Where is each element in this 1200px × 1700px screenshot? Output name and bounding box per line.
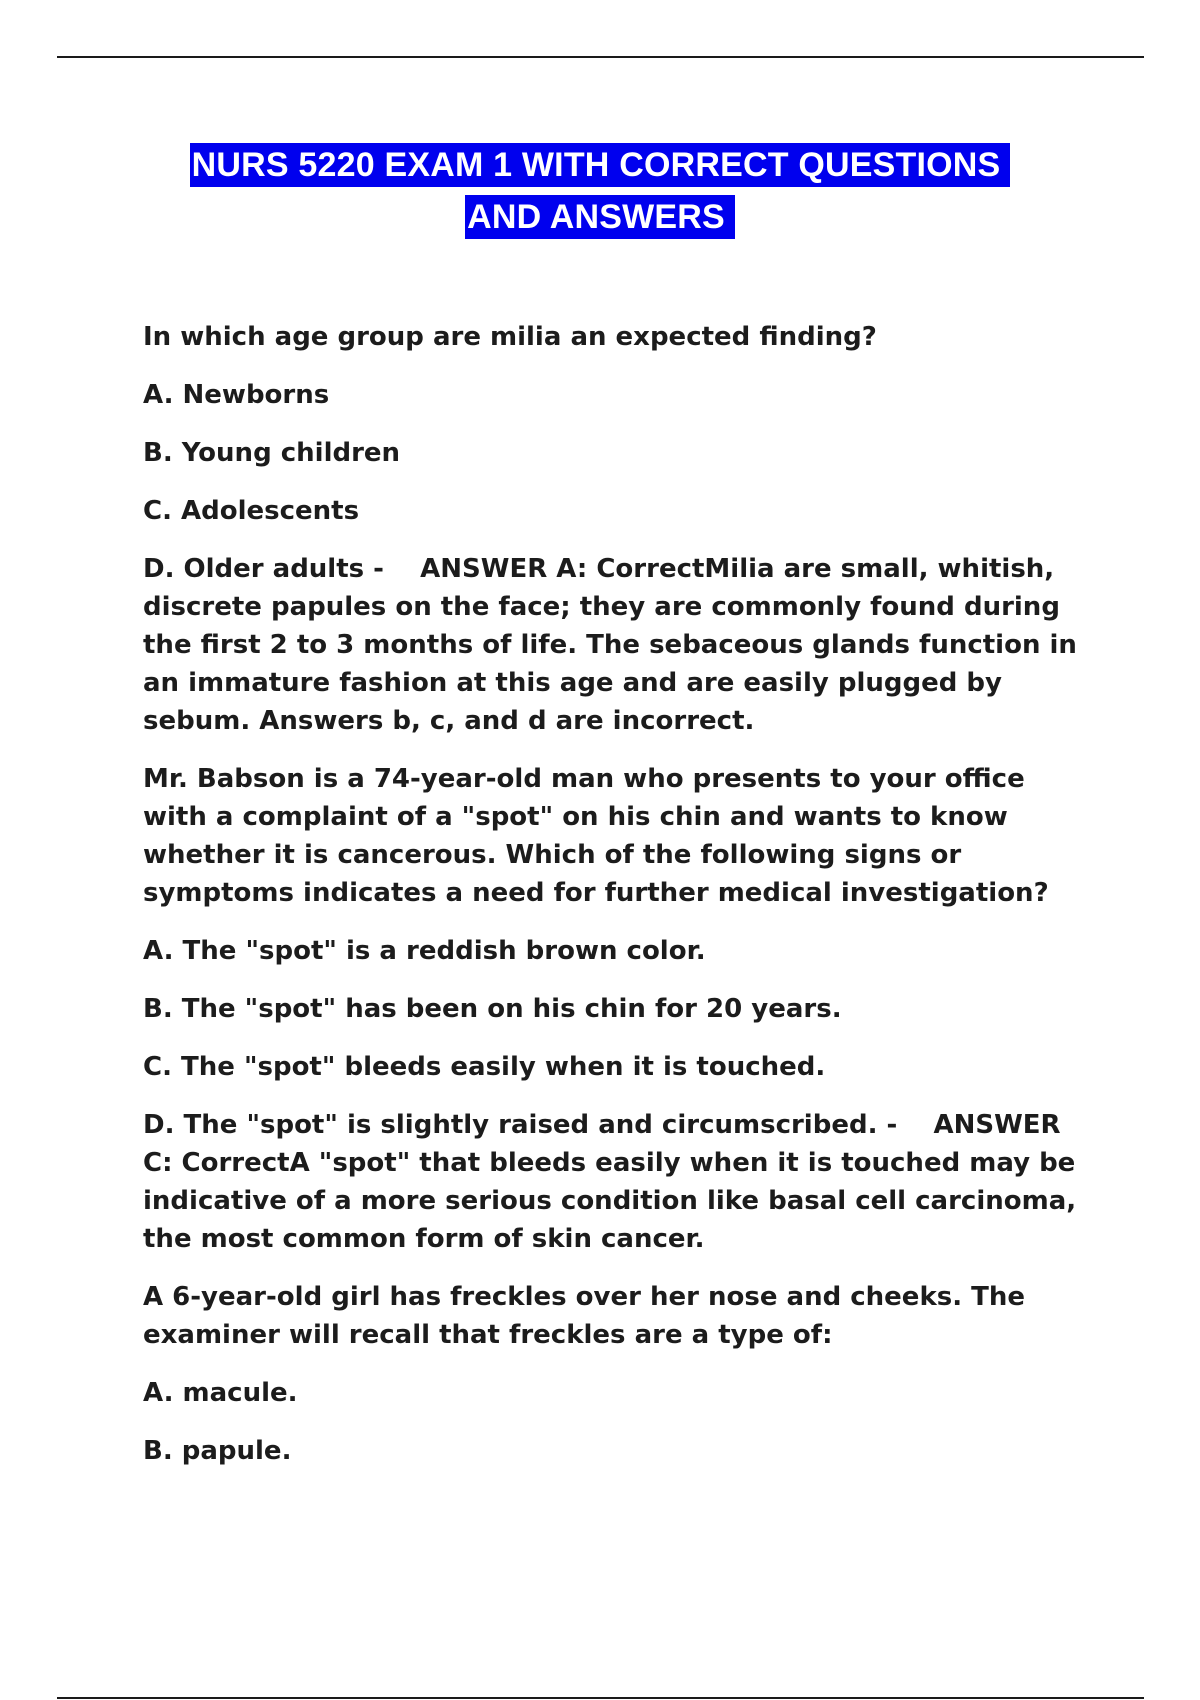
title-line-2: AND ANSWERS [465, 195, 735, 239]
question-3-option-a: A. macule. [143, 1378, 298, 1408]
question-2: Mr. Babson is a 74-year-old man who presents to your office with a complaint of a "spot" on his chin and wants to know whether it is cancerous. Which of the following signs or symptoms indicates a need for further medical investigation? [143, 764, 1049, 908]
bottom-rule [57, 1697, 1144, 1699]
title-line-1: NURS 5220 EXAM 1 WITH CORRECT QUESTIONS [190, 143, 1011, 187]
question-1-option-c: C. Adolescents [143, 496, 360, 526]
question-3: A 6-year-old girl has freckles over her nose and cheeks. The examiner will recall that freckles are a type of: [143, 1282, 1035, 1350]
question-2-option-d-answer: D. The "spot" is slightly raised and circumscribed. - ANSWER C: CorrectA "spot" that bleeds easily when it is touched may be indicative of a more serious condition like basal cell carcinoma, the most common form of skin cancer. [143, 1110, 1086, 1254]
top-rule [57, 56, 1144, 58]
question-1-option-d-answer: D. Older adults - ANSWER A: CorrectMilia are small, whitish, discrete papules on the face; they are commonly found during the first 2 to 3 months of life. The sebaceous glands function in an immature fashion at this age and are easily plugged by sebum. Answers b, c, and d are incorrect. [143, 554, 1087, 736]
question-1: In which age group are milia an expected finding? [143, 322, 877, 352]
question-1-option-b: B. Young children [143, 438, 401, 468]
question-2-option-a: A. The "spot" is a reddish brown color. [143, 936, 706, 966]
document-body [143, 318, 1087, 1490]
question-3-option-b: B. papule. [143, 1436, 292, 1466]
question-1-option-a: A. Newborns [143, 380, 330, 410]
question-2-option-b: B. The "spot" has been on his chin for 20 years. [143, 994, 842, 1024]
question-2-option-c: C. The "spot" bleeds easily when it is touched. [143, 1052, 826, 1082]
document-title [0, 143, 1200, 239]
